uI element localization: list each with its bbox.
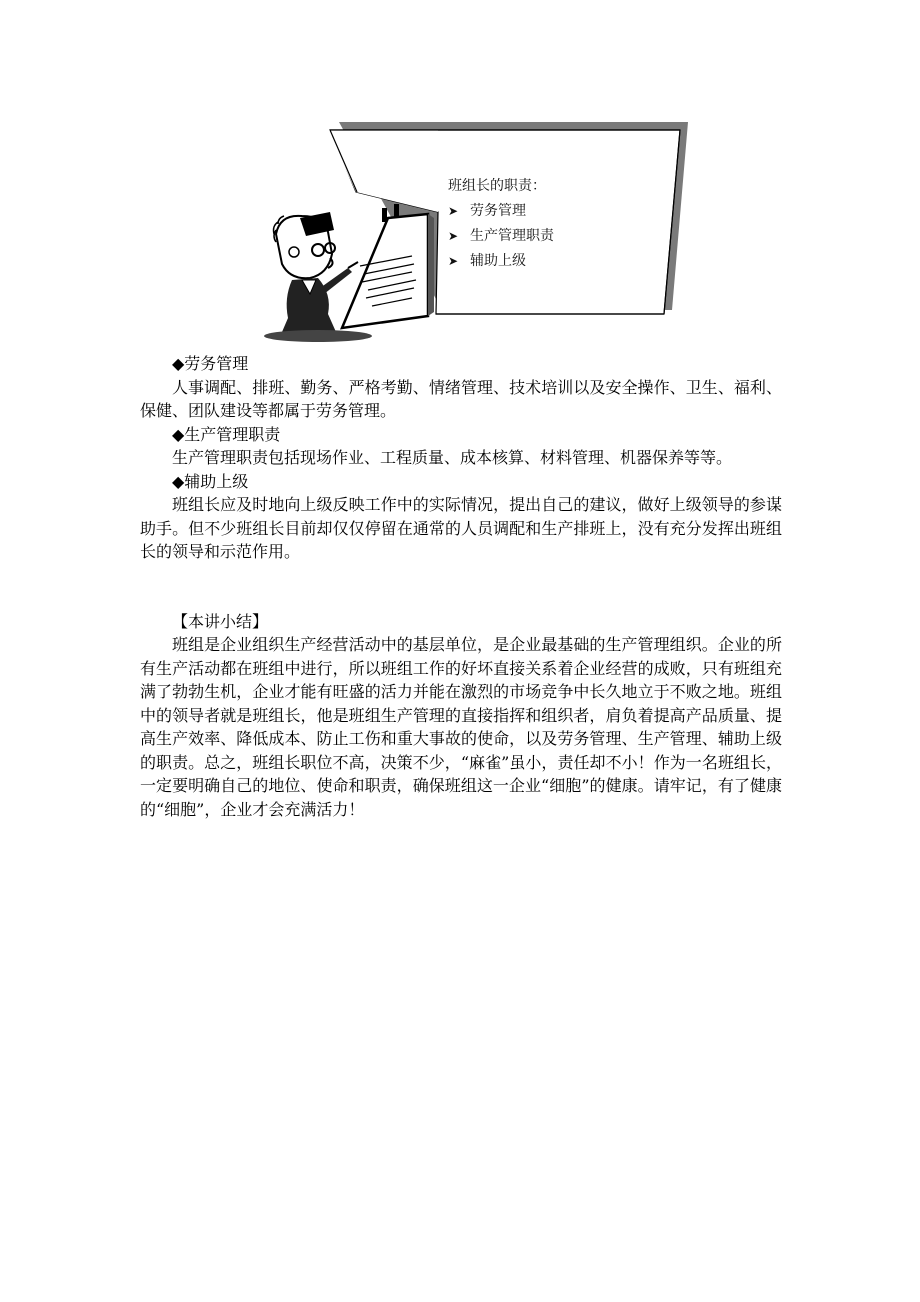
slide-item [448,199,554,224]
section-paragraph: 生产管理职责包括现场作业、工程质量、成本核算、材料管理、机器保养等等。 [172,448,733,467]
slide-item-label: 生产管理职责 [470,228,554,244]
slide-item [448,224,554,249]
summary-paragraph: 班组是企业组织生产经营活动中的基层单位，是企业最基础的生产管理组织。企业的所有生产活动都在班组中进行，所以班组工作的好坏直接关系着企业经营的成败，只有班组充满了勃勃生机，企业才能有旺盛的活力并能在激烈的市场竞争中长久地立于不败之地。班组中的领导者就是班组长，他是班组生产管理的直接指挥和组织者，肩负着提高产品质量、提高生产效率、降低成本、防止工伤和重大事故的使命，以及劳务管理、生产管理、辅助上级的职责。总之，班组长职位不高，决策不少，“麻雀”虽小，责任却不小！作为一名班组长，一定要明确自己的地位、使命和职责，确保班组这一企业“细胞”的健康。请牢记，有了健康的“细胞”，企业才会充满活力！ [140,635,782,819]
section-heading-labor-management: ◆劳务管理 [172,354,249,373]
bullet-arrow-icon: ➤ [448,204,459,218]
illustration [262,118,692,350]
section-heading-assist-superior: ◆辅助上级 [172,471,249,491]
bullet-arrow-icon: ➤ [448,254,459,268]
slide-item-label: 辅助上级 [470,253,526,269]
section-paragraph: 班组长应及时地向上级反映工作中的实际情况，提出自己的建议，做好上级领导的参谋助手。但不少班组长目前却仅仅停留在通常的人员调配和生产排班上，没有充分发挥出班组长的领导和示范作用。 [140,495,782,561]
section-heading-production-management: ◆生产管理职责 [172,424,281,444]
slide-item [448,249,554,274]
slide-content [448,174,554,274]
bullet-arrow-icon: ➤ [448,229,459,243]
spacer [140,564,782,610]
section-paragraph: 人事调配、排班、勤务、严格考勤、情绪管理、技术培训以及安全操作、卫生、福利、保健、团队建设等都属于劳务管理。 [140,377,782,420]
document-body [140,352,782,821]
slide-item-label: 劳务管理 [470,203,526,219]
slide-title: 班组长的职责： [448,178,546,194]
summary-heading: 【本讲小结】 [172,611,269,631]
easel [342,204,434,328]
